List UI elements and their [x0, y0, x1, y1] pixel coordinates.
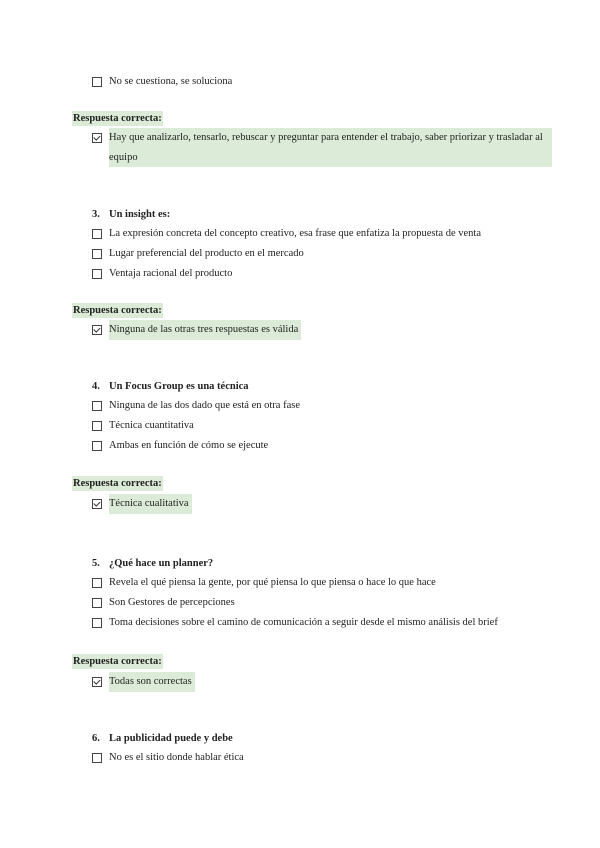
- checkbox-icon[interactable]: [92, 753, 102, 763]
- correct-answer-label: Respuesta correcta:: [73, 656, 162, 667]
- question-number: 3.: [92, 209, 100, 220]
- q4-option-1[interactable]: [92, 396, 300, 416]
- q3-option-1[interactable]: [92, 224, 481, 244]
- option-text: Técnica cuantitativa: [109, 420, 194, 431]
- option-text: Ambas en función de cómo se ejecute: [109, 440, 269, 451]
- checkbox-icon[interactable]: [92, 441, 102, 451]
- question-3-title: [92, 207, 170, 222]
- question-text: Un insight es:: [109, 209, 171, 220]
- option-text: Ventaja racional del producto: [109, 268, 233, 279]
- q5-option-1[interactable]: [92, 573, 436, 593]
- option-text: Son Gestores de percepciones: [109, 597, 235, 608]
- checkbox-icon[interactable]: [92, 421, 102, 431]
- option-text: Toma decisiones sobre el camino de comunicación a seguir desde el mismo análisis del brief: [109, 617, 498, 628]
- q3-option-2[interactable]: [92, 244, 304, 264]
- option-text: No se cuestiona, se soluciona: [109, 76, 233, 87]
- q4-option-2[interactable]: [92, 416, 194, 436]
- correct-answer-label: Respuesta correcta:: [73, 305, 162, 316]
- option-text: Técnica cualitativa: [109, 494, 192, 514]
- correct-answer-label: Respuesta correcta:: [73, 113, 162, 124]
- q2-option-4[interactable]: [92, 72, 232, 92]
- checked-checkbox-icon: [92, 325, 102, 335]
- checkbox-icon[interactable]: [92, 598, 102, 608]
- question-number: 4.: [92, 381, 100, 392]
- option-text: Ninguna de las dos dado que está en otra fase: [109, 400, 300, 411]
- checked-checkbox-icon: [92, 499, 102, 509]
- checked-checkbox-icon: [92, 677, 102, 687]
- question-text: ¿Qué hace un planner?: [109, 558, 214, 569]
- option-text: Hay que analizarlo, tensarlo, rebuscar y preguntar para entender el trabajo, saber priorizar y trasladar al equipo: [109, 128, 552, 167]
- option-text: Todas son correctas: [109, 672, 195, 692]
- option-text: No es el sitio donde hablar ética: [109, 752, 244, 763]
- q2-correct-answer: [92, 128, 552, 167]
- option-text: Ninguna de las otras tres respuestas es válida: [109, 320, 301, 340]
- q5-correct-answer: [92, 672, 195, 692]
- option-text: Revela el qué piensa la gente, por qué piensa lo que piensa o hace lo que hace: [109, 577, 436, 588]
- question-number: 6.: [92, 733, 100, 744]
- checkbox-icon[interactable]: [92, 249, 102, 259]
- question-text: La publicidad puede y debe: [109, 733, 233, 744]
- question-4-title: [92, 379, 249, 394]
- checkbox-icon[interactable]: [92, 229, 102, 239]
- q4-correct-answer: [92, 494, 192, 514]
- question-number: 5.: [92, 558, 100, 569]
- option-text: La expresión concreta del concepto creativo, esa frase que enfatiza la propuesta de venta: [109, 228, 481, 239]
- q4-option-3[interactable]: [92, 436, 268, 456]
- checkbox-icon[interactable]: [92, 269, 102, 279]
- checkbox-icon[interactable]: [92, 77, 102, 87]
- checkbox-icon[interactable]: [92, 578, 102, 588]
- correct-answer-label: Respuesta correcta:: [73, 478, 162, 489]
- option-text: Lugar preferencial del producto en el mercado: [109, 248, 304, 259]
- q6-option-1[interactable]: [92, 748, 244, 768]
- q5-option-2[interactable]: [92, 593, 235, 613]
- checkbox-icon[interactable]: [92, 618, 102, 628]
- q3-option-3[interactable]: [92, 264, 232, 284]
- question-6-title: [92, 731, 233, 746]
- question-text: Un Focus Group es una técnica: [109, 381, 249, 392]
- q5-option-3[interactable]: [92, 613, 498, 633]
- q3-correct-answer: [92, 320, 301, 340]
- question-5-title: [92, 556, 213, 571]
- checkbox-icon[interactable]: [92, 401, 102, 411]
- checked-checkbox-icon: [92, 133, 102, 143]
